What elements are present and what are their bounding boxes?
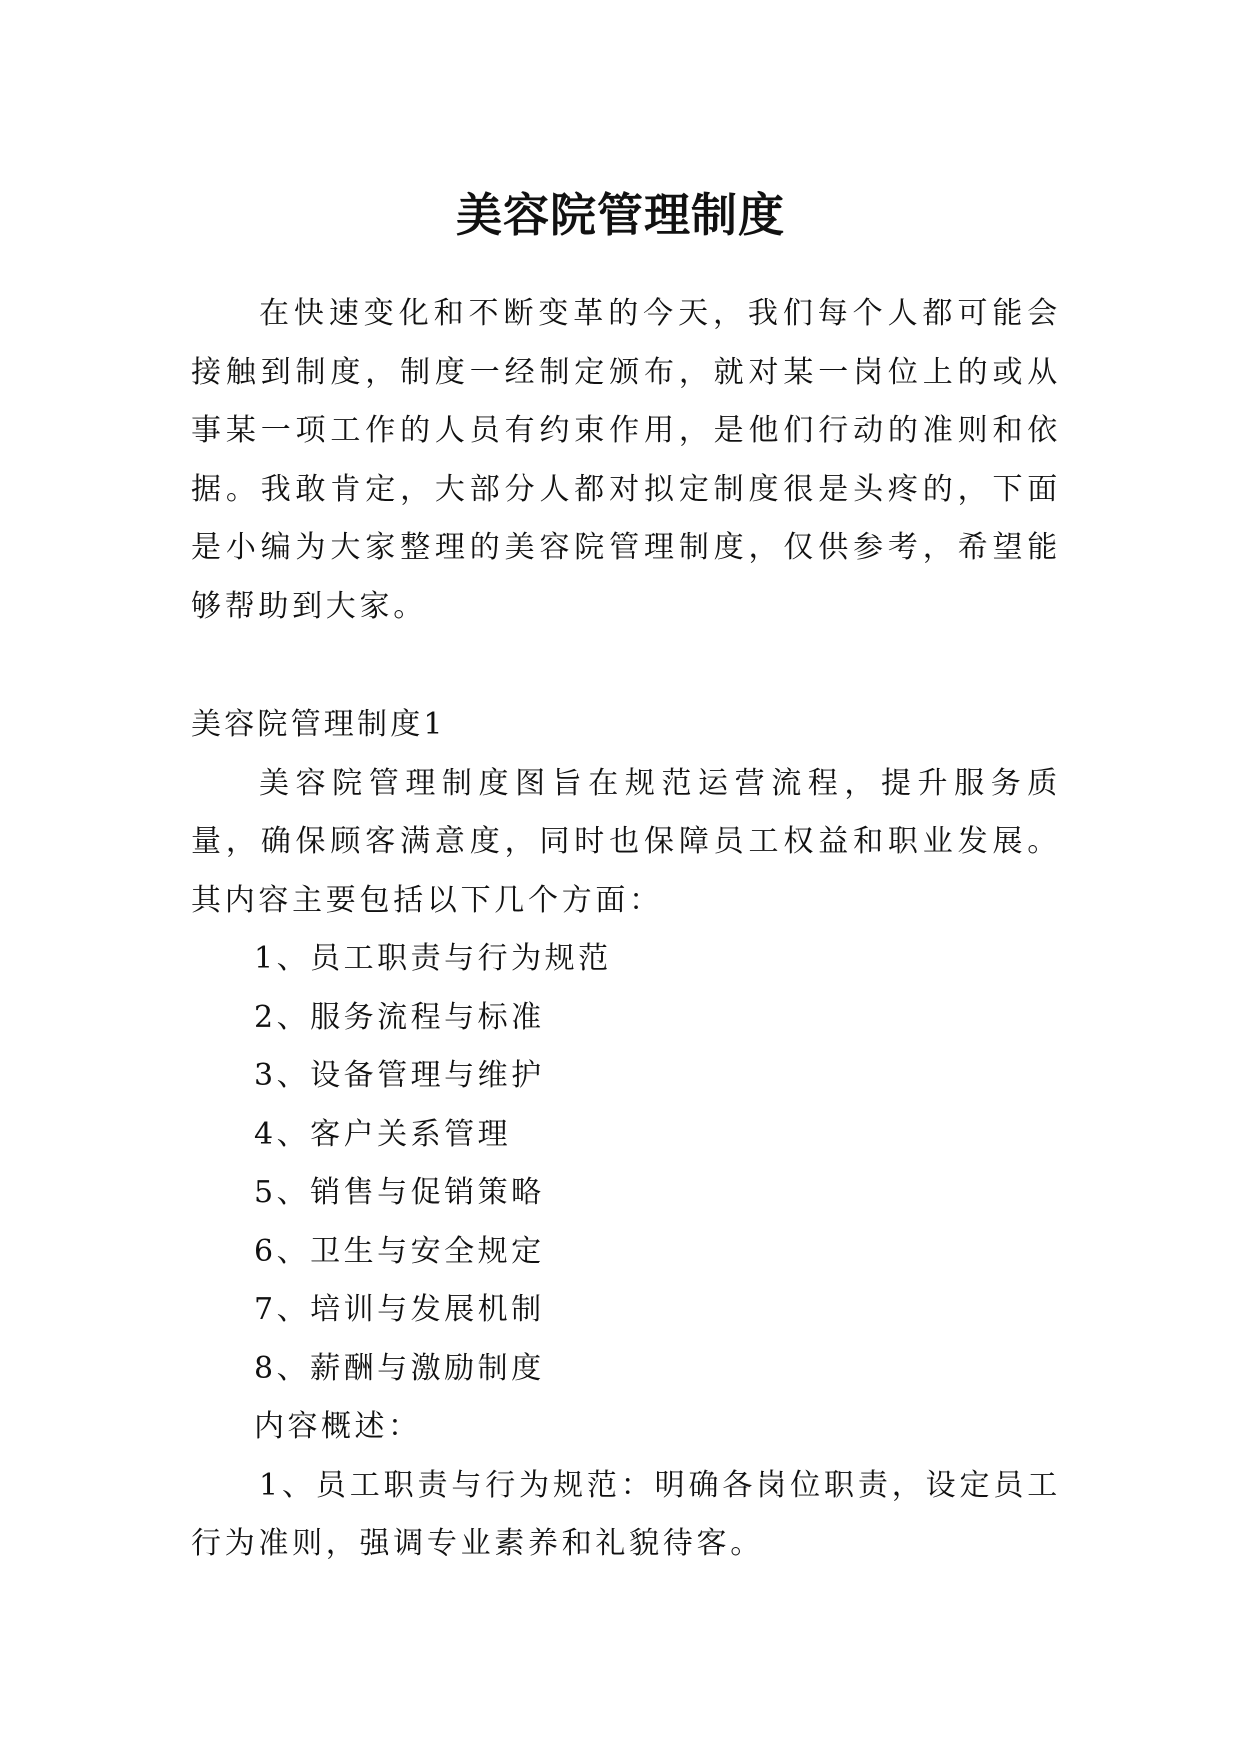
list-item: 8、薪酬与激励制度 (254, 1350, 545, 1386)
list-item: 6、卫生与安全规定 (254, 1233, 545, 1269)
section-1-intro-paragraph: 美容院管理制度图旨在规范运营流程，提升服务质量，确保顾客满意度，同时也保障员工权益和职业发展。其内容主要包括以下几个方面： (191, 765, 1061, 918)
list-item: 5、销售与促销策略 (254, 1175, 545, 1210)
list-item: 1、员工职责与行为规范 (254, 941, 612, 976)
overview-heading: 内容概述： (254, 1409, 422, 1444)
list-item: 2、服务流程与标准 (254, 999, 545, 1035)
aspects-list (191, 930, 1061, 1398)
document-body (191, 285, 1061, 1574)
list-item: 7、培训与发展机制 (254, 1292, 545, 1327)
document-title: 美容院管理制度 (456, 187, 785, 242)
intro-paragraph: 在快速变化和不断变革的今天，我们每个人都可能会接触到制度，制度一经制定颁布，就对某一岗位上的或从事某一项工作的人员有约束作用，是他们行动的准则和依据。我敢肯定，大部分人都对拟定制度很是头疼的，下面是小编为大家整理的美容院管理制度，仅供参考，希望能够帮助到大家。 (191, 296, 1061, 624)
overview-item-1-paragraph: 1、员工职责与行为规范：明确各岗位职责，设定员工行为准则，强调专业素养和礼貌待客。 (191, 1467, 1061, 1561)
section-1-title: 美容院管理制度1 (191, 707, 446, 742)
list-item: 3、设备管理与维护 (254, 1058, 545, 1093)
list-item: 4、客户关系管理 (254, 1116, 512, 1152)
